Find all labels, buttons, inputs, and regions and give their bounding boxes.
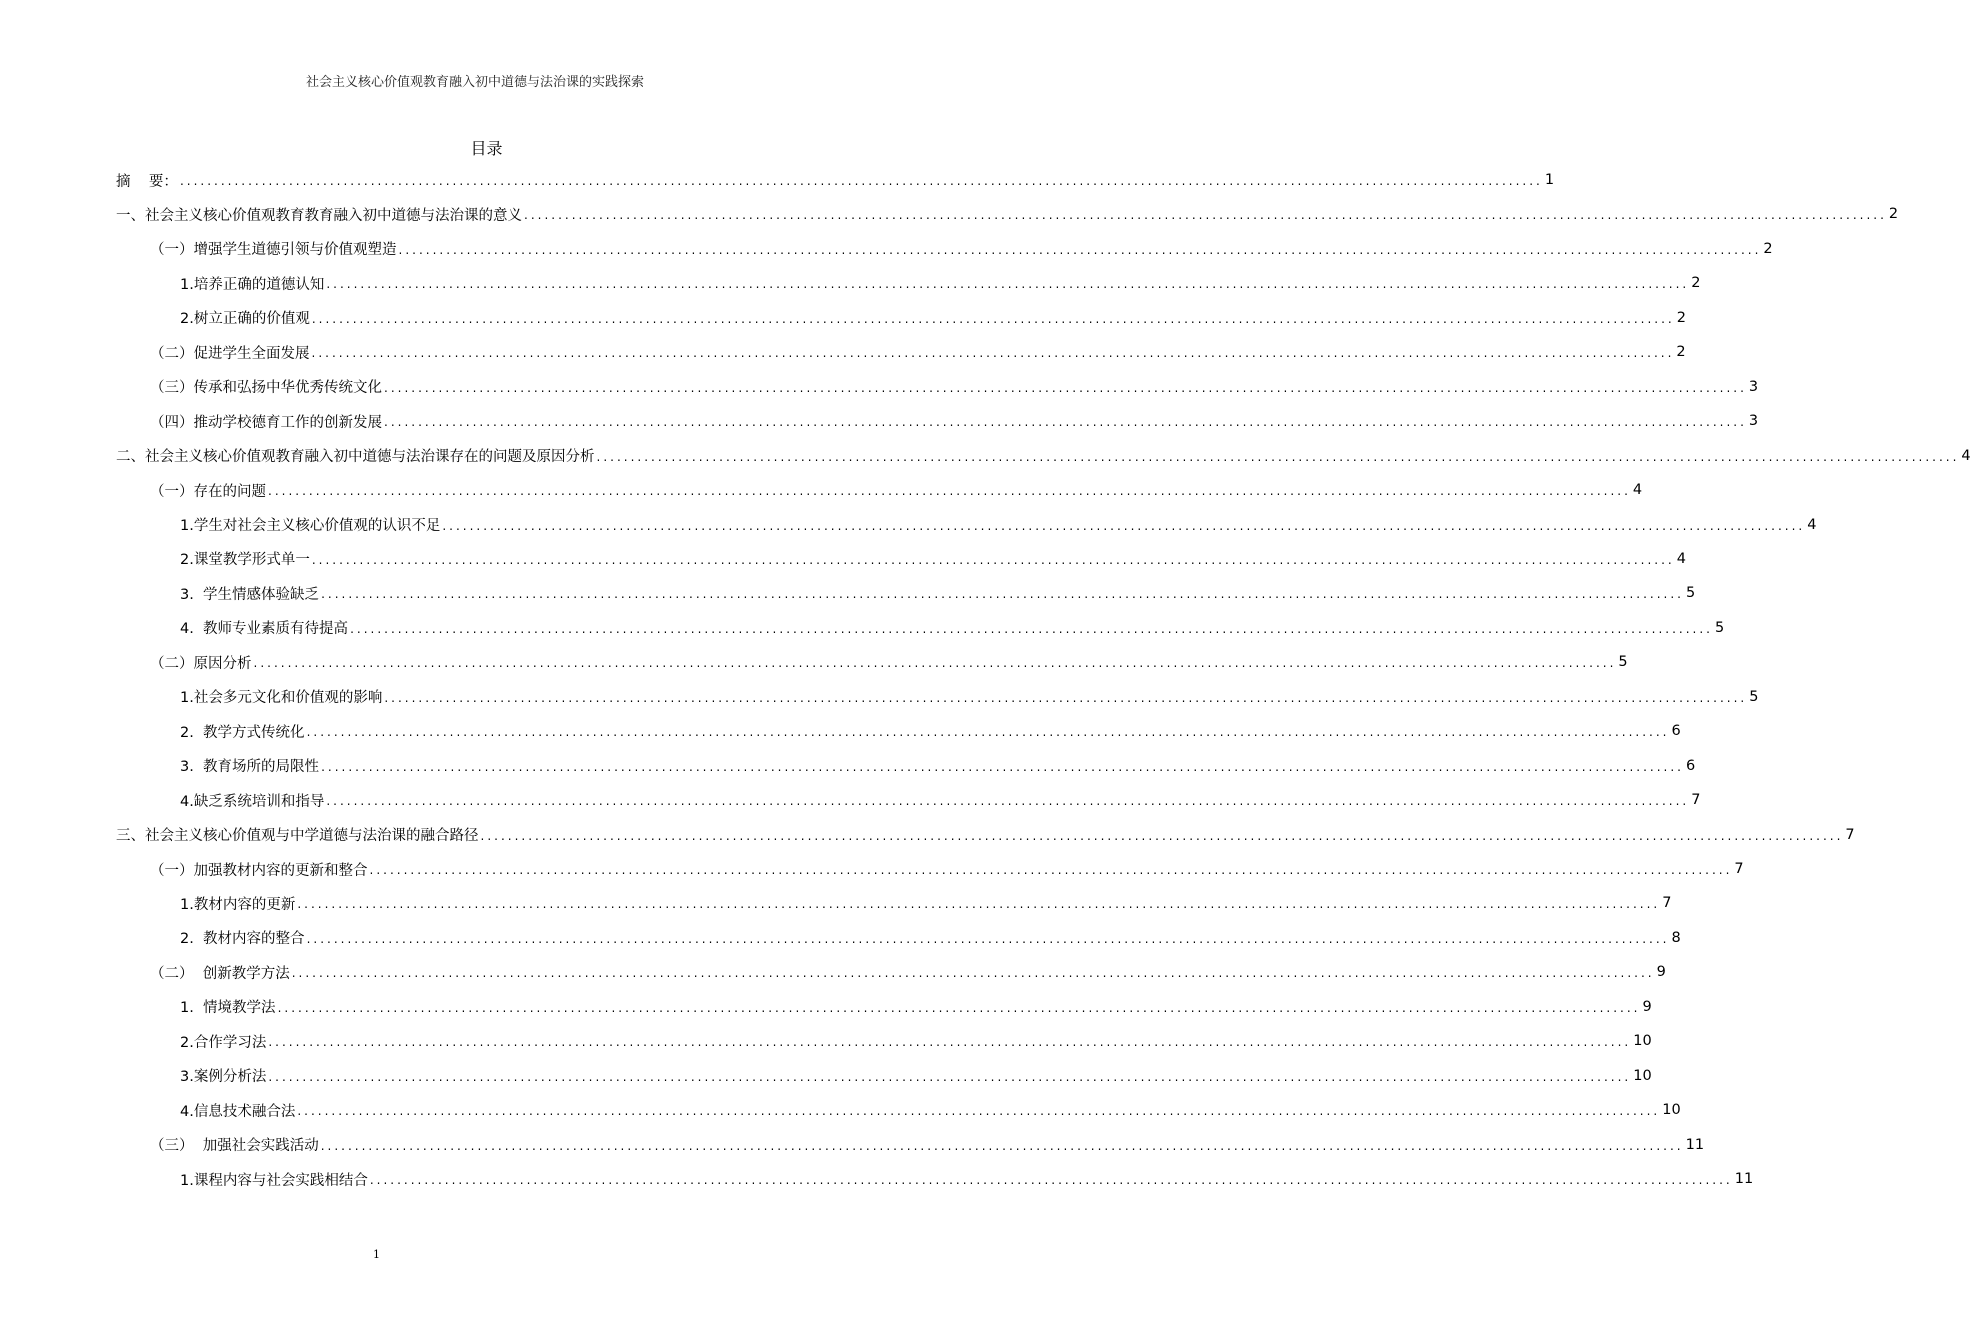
toc-entry[interactable] bbox=[180, 1162, 1754, 1196]
toc-entry[interactable] bbox=[180, 990, 1652, 1024]
toc-title: 目录 bbox=[470, 139, 503, 158]
toc-entry-page: 7 bbox=[1845, 826, 1855, 843]
toc-entry-page: 1 bbox=[1544, 172, 1555, 188]
toc-entry[interactable] bbox=[150, 232, 1773, 266]
toc-entry[interactable] bbox=[180, 576, 1696, 610]
dot-leader: ........................................................................................................................................................................................................ bbox=[321, 587, 1684, 602]
toc-entry-label: （二）促进学生全面发展 bbox=[150, 345, 310, 362]
dot-leader: ........................................................................................................................................................................................................ bbox=[268, 1069, 1632, 1084]
toc-entry[interactable] bbox=[180, 1024, 1652, 1058]
toc-entry-label: （二）原因分析 bbox=[150, 655, 252, 672]
toc-entry-label: 4.信息技术融合法 bbox=[180, 1103, 296, 1120]
toc-entry-page: 4 bbox=[1676, 550, 1686, 567]
page-number: 1 bbox=[373, 1248, 380, 1261]
toc-entry-label: 1.课程内容与社会实践相结合 bbox=[180, 1172, 368, 1189]
toc-entry[interactable] bbox=[150, 955, 1666, 989]
dot-leader: ........................................................................................................................................................................................................ bbox=[297, 897, 1661, 912]
toc-entry-page: 11 bbox=[1685, 1136, 1705, 1153]
toc-entry-page: 5 bbox=[1714, 619, 1725, 636]
toc-entry-label: （一）存在的问题 bbox=[150, 483, 266, 500]
toc-entry-page: 2 bbox=[1888, 206, 1899, 223]
dot-leader: ........................................................................................................................................................................................................ bbox=[596, 449, 1960, 464]
dot-leader: ........................................................................................................................................................................................................ bbox=[277, 1000, 1641, 1015]
dot-leader: ........................................................................................................................................................................................................ bbox=[268, 1035, 1632, 1050]
toc-entry[interactable] bbox=[180, 680, 1759, 714]
toc-entry[interactable] bbox=[180, 542, 1686, 576]
toc-entry-label: 1. 情境教学法 bbox=[180, 1000, 276, 1017]
toc-entry[interactable] bbox=[150, 370, 1759, 404]
toc-entry-label: （四）推动学校德育工作的创新发展 bbox=[150, 414, 382, 431]
dot-leader: ........................................................................................................................................................................................................ bbox=[326, 277, 1690, 292]
toc-entry-page: 6 bbox=[1685, 757, 1696, 774]
dot-leader: ........................................................................................................................................................................................................ bbox=[398, 242, 1762, 257]
toc-entry[interactable] bbox=[180, 886, 1672, 920]
toc-entry-label: 三、社会主义核心价值观与中学道德与法治课的融合路径 bbox=[116, 828, 479, 845]
dot-leader: ........................................................................................................................................................................................................ bbox=[350, 621, 1713, 636]
toc-entry-label: 3. 教育场所的局限性 bbox=[180, 759, 320, 776]
toc-entry[interactable] bbox=[116, 439, 1971, 473]
dot-leader: ........................................................................................................................................................................................................ bbox=[326, 794, 1690, 809]
toc-entry-label: （三） 加强社会实践活动 bbox=[150, 1138, 319, 1155]
toc-entry-label: 1.培养正确的道德认知 bbox=[180, 276, 325, 293]
toc-entry-label: 2. 教材内容的整合 bbox=[180, 931, 305, 948]
toc-entry-page: 5 bbox=[1749, 688, 1759, 705]
toc-entry-page: 2 bbox=[1676, 309, 1686, 326]
dot-leader: ........................................................................................................................................................................................................ bbox=[311, 346, 1675, 361]
toc-entry[interactable] bbox=[116, 197, 1899, 231]
dot-leader: ........................................................................................................................................................................................................ bbox=[297, 1104, 1661, 1119]
toc-entry[interactable] bbox=[150, 852, 1744, 886]
toc-entry-label: 4. 教师专业素质有待提高 bbox=[180, 621, 349, 638]
toc-entry[interactable] bbox=[180, 266, 1701, 300]
dot-leader: ........................................................................................................................................................................................................ bbox=[268, 484, 1631, 499]
toc-entry[interactable] bbox=[150, 1128, 1705, 1162]
toc-entry-page: 5 bbox=[1618, 654, 1628, 671]
toc-entry-page: 10 bbox=[1633, 1067, 1652, 1084]
toc-entry[interactable] bbox=[150, 645, 1628, 679]
toc-entry-label: （一）加强教材内容的更新和整合 bbox=[150, 862, 368, 879]
toc-entry-page: 3 bbox=[1748, 413, 1759, 430]
toc-entry-page: 7 bbox=[1734, 861, 1744, 877]
toc-entry-page: 11 bbox=[1734, 1171, 1754, 1188]
dot-leader: ........................................................................................................................................................................................................ bbox=[306, 931, 1670, 946]
dot-leader: ........................................................................................................................................................................................................ bbox=[179, 174, 1543, 188]
toc-entry-label: 2. 教学方式传统化 bbox=[180, 724, 305, 741]
toc-entry[interactable] bbox=[150, 404, 1759, 438]
toc-entry[interactable] bbox=[150, 473, 1643, 507]
toc-entry[interactable] bbox=[180, 1093, 1681, 1127]
toc-entry[interactable] bbox=[180, 1059, 1652, 1093]
toc-entry-page: 2 bbox=[1763, 240, 1773, 257]
dot-leader: ........................................................................................................................................................................................................ bbox=[306, 725, 1670, 740]
toc-entry-label: 1.教材内容的更新 bbox=[180, 896, 296, 913]
toc-entry[interactable] bbox=[180, 749, 1696, 783]
toc-entry[interactable] bbox=[180, 714, 1681, 748]
toc-entry-page: 10 bbox=[1633, 1033, 1652, 1050]
dot-leader: ........................................................................................................................................................................................................ bbox=[253, 656, 1617, 671]
toc-entry[interactable] bbox=[116, 818, 1855, 852]
dot-leader: ........................................................................................................................................................................................................ bbox=[384, 690, 1748, 705]
dot-leader: ........................................................................................................................................................................................................ bbox=[320, 1138, 1684, 1153]
toc-entry-page: 4 bbox=[1632, 482, 1643, 499]
toc-entry-label: 2.课堂教学形式单一 bbox=[180, 552, 310, 569]
toc-entry-page: 3 bbox=[1748, 378, 1759, 395]
toc-entry-page: 8 bbox=[1671, 929, 1681, 946]
toc-entry-label: 2.树立正确的价值观 bbox=[180, 311, 310, 328]
toc-entry-label: （三）传承和弘扬中华优秀传统文化 bbox=[150, 380, 382, 397]
dot-leader: ........................................................................................................................................................................................................ bbox=[480, 828, 1844, 843]
dot-leader: ........................................................................................................................................................................................................ bbox=[442, 518, 1806, 533]
toc-entry-page: 2 bbox=[1676, 344, 1686, 361]
toc-entry-page: 2 bbox=[1691, 275, 1701, 292]
toc-entry[interactable] bbox=[180, 921, 1681, 955]
toc-entry-page: 7 bbox=[1691, 792, 1701, 809]
dot-leader: ........................................................................................................................................................................................................ bbox=[369, 863, 1733, 877]
dot-leader: ........................................................................................................................................................................................................ bbox=[384, 380, 1747, 395]
toc-entry-page: 9 bbox=[1656, 964, 1666, 981]
toc-entry-label: 3.案例分析法 bbox=[180, 1069, 267, 1086]
toc-entry-page: 9 bbox=[1642, 998, 1652, 1015]
dot-leader: ........................................................................................................................................................................................................ bbox=[384, 415, 1747, 430]
toc-entry-label: 2.合作学习法 bbox=[180, 1034, 267, 1051]
toc-entry[interactable] bbox=[180, 611, 1725, 645]
toc-entry-label: 二、社会主义核心价值观教育融入初中道德与法治课存在的问题及原因分析 bbox=[116, 449, 595, 466]
toc-entry[interactable] bbox=[116, 163, 1555, 197]
toc-entry-label: 4.缺乏系统培训和指导 bbox=[180, 793, 325, 810]
toc-entry[interactable] bbox=[180, 783, 1701, 817]
toc-entry[interactable] bbox=[180, 301, 1686, 335]
dot-leader: ........................................................................................................................................................................................................ bbox=[291, 966, 1655, 981]
dot-leader: ........................................................................................................................................................................................................ bbox=[524, 208, 1887, 223]
toc-entry-label: 1.学生对社会主义核心价值观的认识不足 bbox=[180, 518, 441, 534]
toc-entry-label: 摘 要： bbox=[116, 173, 178, 190]
toc-entry-page: 4 bbox=[1807, 516, 1817, 533]
toc-entry[interactable] bbox=[150, 335, 1686, 369]
toc-entry-label: （二） 创新教学方法 bbox=[150, 965, 290, 982]
toc-entry-page: 10 bbox=[1662, 1102, 1681, 1119]
toc-entry-page: 6 bbox=[1671, 723, 1681, 740]
toc-entry-label: （一）增强学生道德引领与价值观塑造 bbox=[150, 242, 397, 259]
toc-entry[interactable] bbox=[180, 508, 1817, 542]
dot-leader: ........................................................................................................................................................................................................ bbox=[369, 1173, 1733, 1188]
toc-entry-page: 7 bbox=[1662, 895, 1672, 912]
toc-entry-label: 3. 学生情感体验缺乏 bbox=[180, 586, 320, 603]
dot-leader: ........................................................................................................................................................................................................ bbox=[311, 311, 1675, 326]
dot-leader: ........................................................................................................................................................................................................ bbox=[321, 759, 1684, 774]
running-header: 社会主义核心价值观教育融入初中道德与法治课的实践探索 bbox=[305, 75, 644, 90]
toc-entry-label: 一、社会主义核心价值观教育教育融入初中道德与法治课的意义 bbox=[116, 207, 522, 224]
dot-leader: ........................................................................................................................................................................................................ bbox=[311, 552, 1675, 567]
toc-entry-label: 1.社会多元文化和价值观的影响 bbox=[180, 690, 383, 707]
toc-entry-page: 5 bbox=[1685, 585, 1696, 602]
toc-entry-page: 4 bbox=[1961, 447, 1971, 464]
